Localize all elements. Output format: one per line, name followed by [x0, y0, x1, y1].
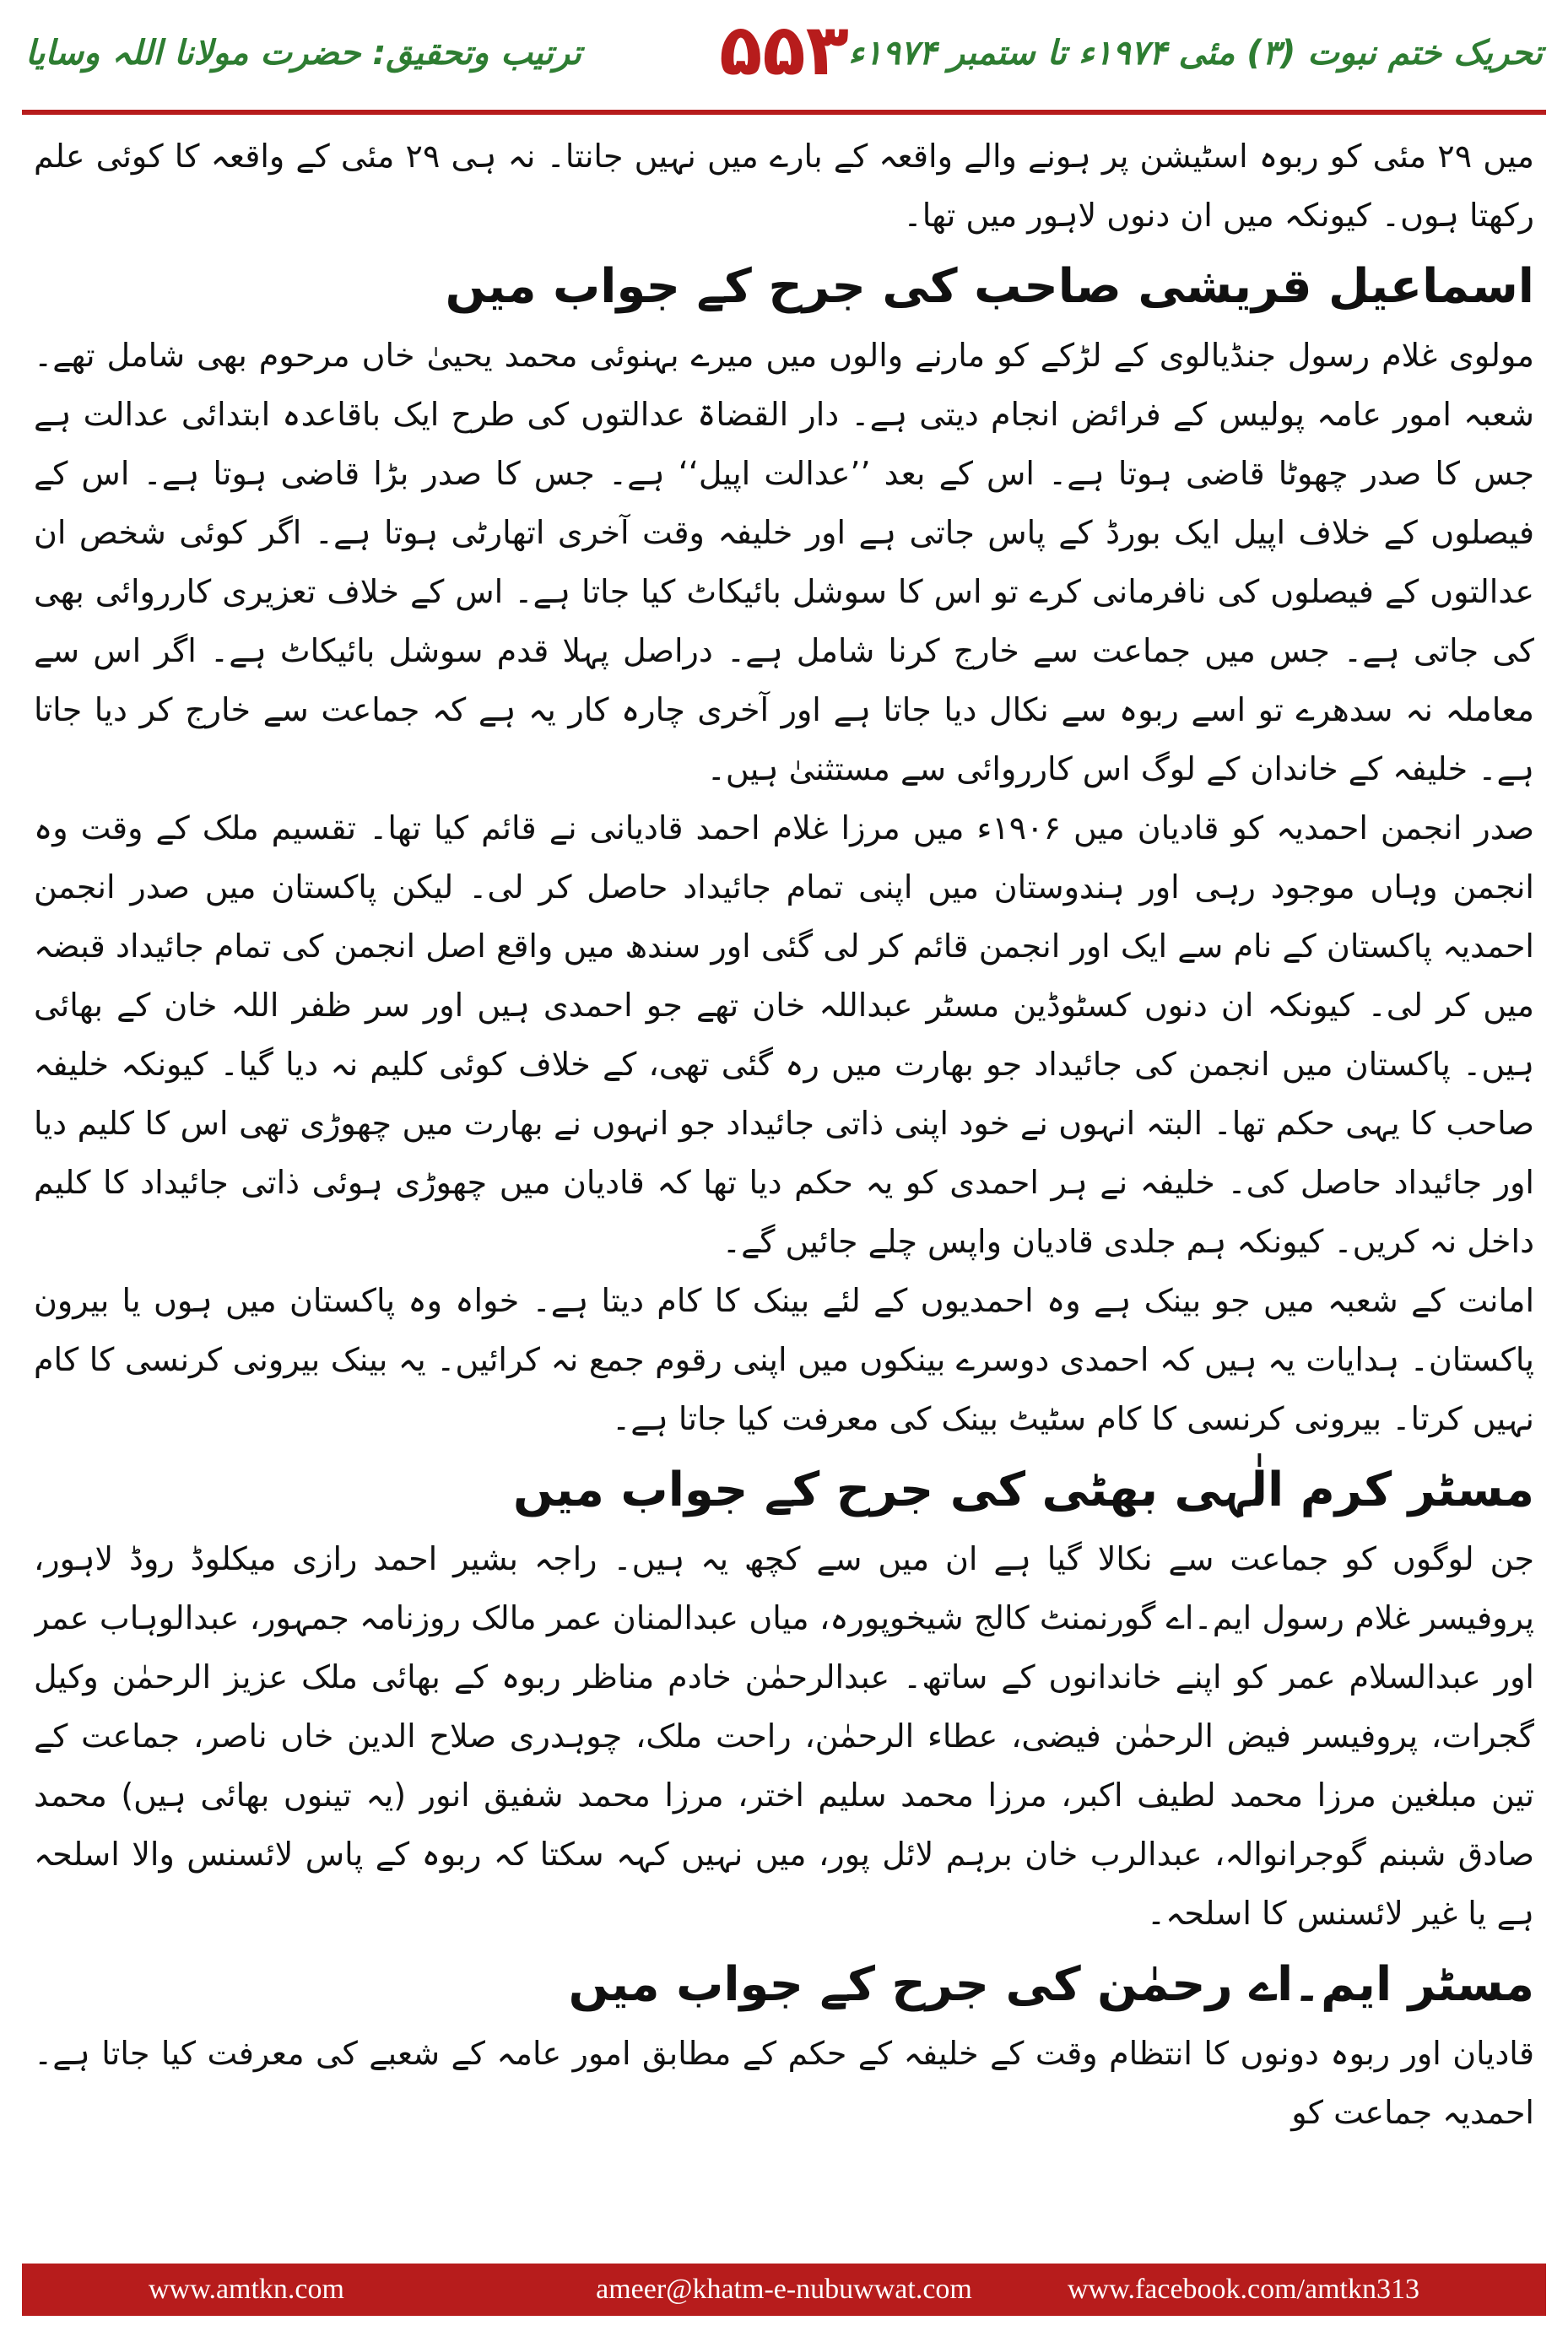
page-footer — [22, 2264, 1546, 2316]
section-heading-qureshi: اسماعیل قریشی صاحب کی جرح کے جواب میں — [445, 259, 1534, 314]
paragraph-6: قادیان اور ربوہ دونوں کا انتظام وقت کے خلیفہ کے حکم کے مطابق امور عامہ کے شعبے کی معرفت کیا جاتا ہے۔ احمدیہ جماعت کو — [34, 2035, 1534, 2131]
section-heading-bhatti: مسٹر کرم الٰہی بھٹی کی جرح کے جواب میں — [513, 1463, 1534, 1517]
paragraph-2: مولوی غلام رسول جنڈیالوی کے لڑکے کو مارنے والوں میں میرے بہنوئی محمد یحییٰ خاں مرحوم بھی شامل تھے۔ شعبہ امور عامہ پولیس کے فرائض انجام دیتی ہے۔ دار القضاۃ عدالتوں کی طرح ایک باقاعدہ ابتدائی عدالت ہے جس کا صدر چھوٹا قاضی ہوتا ہے۔ اس کے بعد ’’عدالت اپیل‘‘ ہے۔ جس کا صدر بڑا قاضی ہوتا ہے۔ اس کے فیصلوں کے خلاف اپیل ایک بورڈ کے پاس جاتی ہے اور خلیفہ وقت آخری اتھارٹی ہوتا ہے۔ اگر کوئی شخص ان عدالتوں کے فیصلوں کی نافرمانی کرے تو اس کا سوشل بائیکاٹ کیا جاتا ہے۔ اس کے خلاف تعزیری کارروائی بھی کی جاتی ہے۔ جس میں جماعت سے خارج کرنا شامل ہے۔ دراصل پہلا قدم سوشل بائیکاٹ ہے۔ اگر اس سے معاملہ نہ سدھرے تو اسے ربوہ سے نکال دیا جاتا ہے اور آخری چارہ کار یہ ہے کہ جماعت سے خارج کر دیا جاتا ہے۔ خلیفہ کے خاندان کے لوگ اس کارروائی سے مستثنیٰ ہیں۔ — [34, 337, 1534, 787]
section-heading-rehman: مسٹر ایم۔اے رحمٰن کی جرح کے جواب میں — [568, 1957, 1534, 2012]
paragraph-5: جن لوگوں کو جماعت سے نکالا گیا ہے ان میں سے کچھ یہ ہیں۔ راجہ بشیر احمد رازی میکلوڈ روڈ لاہور، پروفیسر غلام رسول ایم۔اے گورنمنٹ کالج شیخوپورہ، میاں عبدالمنان عمر مالک روزنامہ جمہور، عبدالوہاب عمر اور عبدالسلام عمر کو اپنے خاندانوں کے ساتھ۔ عبدالرحمٰن خادم مناظر ربوہ کے بھائی ملک عزیز الرحمٰن وکیل گجرات، پروفیسر فیض الرحمٰن فیضی، عطاء الرحمٰن، راحت ملک، چوہدری صلاح الدین خاں ناصر، جماعت کے تین مبلغین مرزا محمد لطیف اکبر، مرزا محمد سلیم اختر، مرزا محمد شفیق انور (یہ تینوں بھائی ہیں) محمد صادق شبنم گوجرانوالہ، عبدالرب خان برہم لائل پور، میں نہیں کہہ سکتا کہ ربوہ کے پاس لائسنس والا اسلحہ ہے یا غیر لائسنس کا اسلحہ۔ — [34, 1540, 1534, 1932]
paragraph-4: امانت کے شعبہ میں جو بینک ہے وہ احمدیوں کے لئے بینک کا کام دیتا ہے۔ خواہ وہ پاکستان میں ہوں یا بیرون پاکستان۔ ہدایات یہ ہیں کہ احمدی دوسرے بینکوں میں اپنی رقوم جمع نہ کرائیں۔ یہ بینک بیرونی کرنسی کا کام نہیں کرتا۔ بیرونی کرنسی کا کام سٹیٹ بینک کی معرفت کیا جاتا ہے۔ — [34, 1282, 1534, 1437]
footer-facebook-link[interactable]: www.facebook.com/amtkn313 — [1067, 2274, 1419, 2305]
page-body — [34, 127, 1534, 2245]
page-header — [0, 0, 1568, 127]
book-title: تحریک ختم نبوت (۳) مئی ۱۹۷۴ء تا ستمبر ۱۹۷۴ء — [848, 34, 1543, 73]
paragraph-3: صدر انجمن احمدیہ کو قادیان میں ۱۹۰۶ء میں مرزا غلام احمد قادیانی نے قائم کیا تھا۔ تقسیم ملک کے وقت وہ انجمن وہاں موجود رہی اور ہندوستان میں اپنی تمام جائیداد حاصل کر لی۔ لیکن پاکستان میں صدر انجمن احمدیہ پاکستان کے نام سے ایک اور انجمن قائم کر لی گئی اور سندھ میں واقع اصل انجمن کی تمام جائیداد قبضہ میں کر لی۔ کیونکہ ان دنوں کسٹوڈین مسٹر عبداللہ خان تھے جو احمدی ہیں اور سر ظفر اللہ خان کے بھائی ہیں۔ پاکستان میں انجمن کی جائیداد جو بھارت میں رہ گئی تھی، کے خلاف کوئی کلیم نہ دیا گیا۔ کیونکہ خلیفہ صاحب کا یہی حکم تھا۔ البتہ انہوں نے خود اپنی ذاتی جائیداد جو انہوں نے بھارت میں چھوڑی تھی اس کا کلیم دیا اور جائیداد حاصل کی۔ خلیفہ نے ہر احمدی کو یہ حکم دیا تھا کہ قادیان میں چھوڑی ہوئی ذاتی جائیداد کا کلیم داخل نہ کریں۔ کیونکہ ہم جلدی قادیان واپس چلے جائیں گے۔ — [34, 809, 1534, 1260]
footer-website-link[interactable]: www.amtkn.com — [149, 2274, 344, 2305]
paragraph-1: میں ۲۹ مئی کو ربوہ اسٹیشن پر ہونے والے واقعہ کے بارے میں نہیں جانتا۔ نہ ہی ۲۹ مئی کے واقعہ کا کوئی علم رکھتا ہوں۔ کیونکہ میں ان دنوں لاہور میں تھا۔ — [34, 138, 1534, 234]
footer-email-link[interactable]: ameer@khatm-e-nubuwwat.com — [596, 2274, 972, 2305]
header-divider — [22, 110, 1546, 115]
page-number: ۵۵۳ — [719, 8, 849, 91]
compiler-credit: ترتیب وتحقیق: حضرت مولانا اللہ وسایا — [25, 34, 581, 73]
